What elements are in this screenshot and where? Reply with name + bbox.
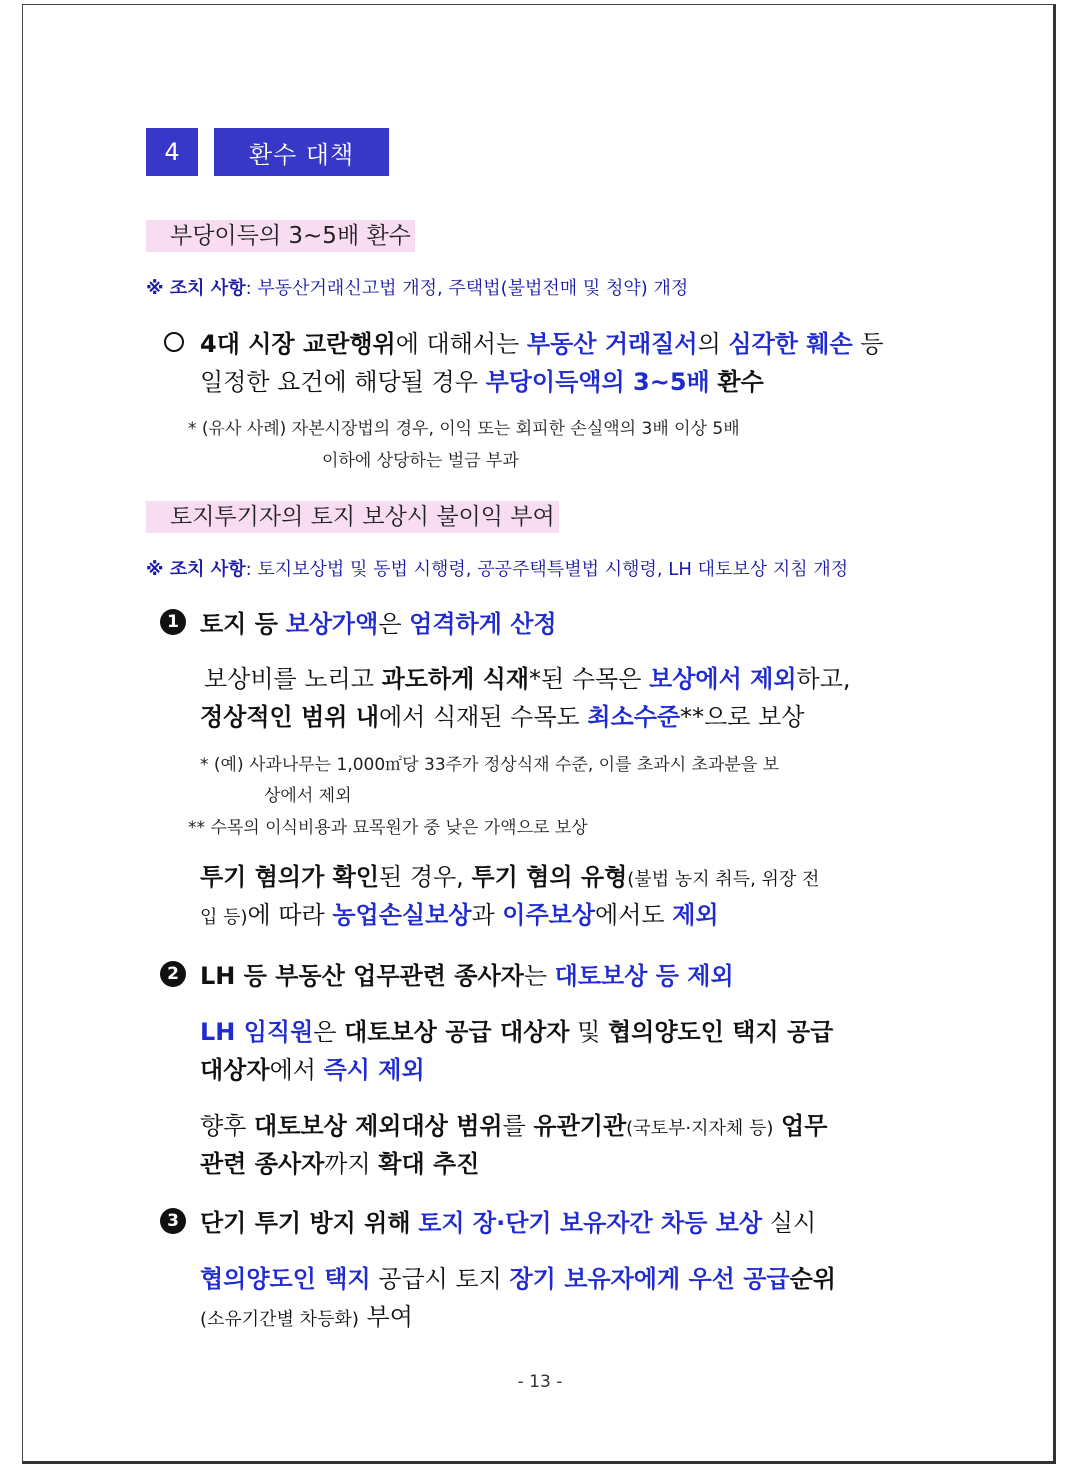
text-highlight: 협의양도인 택지 xyxy=(200,1265,371,1293)
text-highlight: 부동산 거래질서 xyxy=(526,330,698,358)
item1-footnote2: ** 수목의 이식비용과 묘목원가 중 낮은 가액으로 보상 xyxy=(188,818,588,838)
measure-note-1 xyxy=(146,274,688,300)
text-bold: 대토보상 제외대상 범위 xyxy=(254,1112,503,1140)
item2-para2-line2 xyxy=(200,1144,479,1179)
text-bold: 유관기관 xyxy=(533,1112,627,1140)
sub1-bullet-line2 xyxy=(200,362,764,397)
section-number: 4 xyxy=(146,128,198,176)
text-highlight: 장기 보유자에게 우선 공급 xyxy=(509,1265,790,1293)
text-highlight: 대토보상 등 제외 xyxy=(554,962,734,990)
text: 에서도 xyxy=(595,901,665,929)
text-bold: 대상자 xyxy=(200,1056,270,1084)
text-bold: 4대 시장 교란행위 xyxy=(200,330,396,358)
text-bold: 환수 xyxy=(717,368,764,396)
text: 등 xyxy=(860,330,884,358)
text: 하고, xyxy=(796,665,851,693)
text-highlight: 즉시 제외 xyxy=(323,1056,425,1084)
page-number: - 13 - xyxy=(517,1372,563,1392)
text-bold: LH 등 부동산 업무관련 종사자 xyxy=(200,962,524,990)
text: 를 xyxy=(502,1112,526,1140)
text-highlight: 토지 장·단기 보유자간 차등 보상 xyxy=(418,1209,763,1237)
item1-para2-line2 xyxy=(200,895,719,930)
text-highlight: 보상가액 xyxy=(285,610,379,638)
text-highlight: 이주보상 xyxy=(502,901,596,929)
note-label: ※ 조치 사항 xyxy=(146,278,246,299)
note-label: ※ 조치 사항 xyxy=(146,559,246,580)
section-title: 환수 대책 xyxy=(214,128,389,176)
text-highlight: LH 임직원 xyxy=(200,1018,314,1046)
text-highlight: 심각한 훼손 xyxy=(728,330,853,358)
text: 부여 xyxy=(366,1303,413,1331)
text-highlight: 엄격하게 산정 xyxy=(409,610,557,638)
text-bold: 투기 혐의 유형 xyxy=(471,863,628,891)
text: 향후 xyxy=(200,1112,247,1140)
text: *된 수목은 xyxy=(529,665,642,693)
item2-para1-line2 xyxy=(200,1050,425,1085)
text-small: (소유기간별 차등화) xyxy=(200,1309,359,1330)
subsection-title-1: 부당이득의 3~5배 환수 xyxy=(146,220,415,252)
text-bold: 토지 등 xyxy=(200,610,278,638)
text: 에서 xyxy=(269,1056,316,1084)
text: 에서 식재된 수목도 xyxy=(379,703,580,731)
text-bold: 확대 추진 xyxy=(378,1150,480,1178)
text: 은 xyxy=(378,610,402,638)
item2-para1-line1 xyxy=(200,1012,833,1047)
note-text: : 부동산거래신고법 개정, 주택법(불법전매 및 청약) 개정 xyxy=(245,278,689,299)
item2-heading xyxy=(200,956,734,991)
text-small: 입 등) xyxy=(200,907,248,928)
text-bold: 순위 xyxy=(789,1265,836,1293)
text-bold: 업무 xyxy=(781,1112,828,1140)
text-highlight: 부당이득액의 3~5배 xyxy=(485,368,710,396)
text: 공급시 토지 xyxy=(378,1265,502,1293)
text: 과 xyxy=(471,901,495,929)
item1-heading xyxy=(200,604,557,639)
note-text: : 토지보상법 및 동법 시행령, 공공주택특별법 시행령, LH 대토보상 지침 개정 xyxy=(245,559,849,580)
text-highlight: 제외 xyxy=(672,901,719,929)
text-highlight: 농업손실보상 xyxy=(332,901,472,929)
text: 일정한 요건에 해당될 경우 xyxy=(200,368,478,396)
item1-footnote1-line2: 상에서 제외 xyxy=(264,786,352,806)
text-small: (불법 농지 취득, 위장 전 xyxy=(627,869,820,890)
text-small: (국토부·지자체 등) xyxy=(626,1118,774,1139)
sub1-bullet-line1 xyxy=(200,324,884,359)
text: **으로 보상 xyxy=(680,703,805,731)
item3-heading xyxy=(200,1203,816,1238)
text-bold: 투기 혐의가 확인 xyxy=(200,863,379,891)
text-bold: 정상적인 범위 내 xyxy=(200,703,379,731)
text: 는 xyxy=(523,962,548,990)
item2-para2-line1 xyxy=(200,1106,827,1141)
number-2-icon: 2 xyxy=(160,961,186,987)
text-bold: 과도하게 식재 xyxy=(381,665,530,693)
subsection-title-2: 토지투기자의 토지 보상시 불이익 부여 xyxy=(146,501,559,533)
text-bold: 협의양도인 택지 공급 xyxy=(607,1018,834,1046)
text: 은 xyxy=(313,1018,337,1046)
text: 에 따라 xyxy=(247,901,325,929)
text: 의 xyxy=(697,330,721,358)
sub1-footnote-line1: * (유사 사례) 자본시장법의 경우, 이익 또는 회피한 손실액의 3배 이상 5배 xyxy=(188,419,740,439)
sub1-footnote-line2: 이하에 상당하는 벌금 부과 xyxy=(322,451,519,471)
item1-para1-line2 xyxy=(200,697,805,732)
text-bold: 대토보상 공급 대상자 xyxy=(344,1018,570,1046)
text: 에 대해서는 xyxy=(395,330,520,358)
item1-para1-line1 xyxy=(204,659,851,694)
text: 보상비를 노리고 xyxy=(204,665,374,693)
measure-note-2 xyxy=(146,555,848,581)
item3-para1-line2 xyxy=(200,1297,413,1332)
number-3-icon: 3 xyxy=(160,1208,186,1234)
text-bold: 관련 종사자 xyxy=(200,1150,325,1178)
item3-para1-line1 xyxy=(200,1259,836,1294)
text: 및 xyxy=(577,1018,601,1046)
text-highlight: 보상에서 제외 xyxy=(649,665,797,693)
number-1-icon: 1 xyxy=(160,609,186,635)
text: 까지 xyxy=(324,1150,371,1178)
item1-footnote1-line1: * (예) 사과나무는 1,000㎡당 33주가 정상식재 수준, 이를 초과시 초과분을 보 xyxy=(200,755,780,775)
text-bold: 단기 투기 방지 위해 xyxy=(200,1209,411,1237)
item1-para2-line1 xyxy=(200,857,819,892)
text-highlight: 최소수준 xyxy=(587,703,681,731)
bullet-circle-icon xyxy=(164,332,184,352)
text: 된 경우, xyxy=(379,863,464,891)
text: 실시 xyxy=(769,1209,817,1237)
